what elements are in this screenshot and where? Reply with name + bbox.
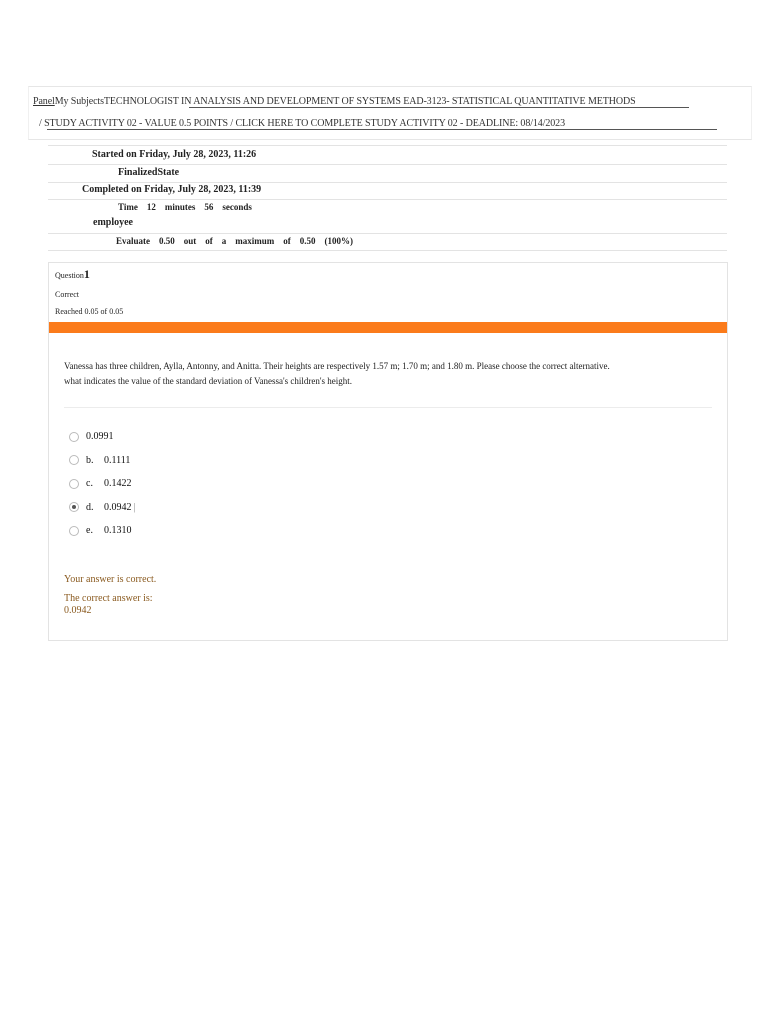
answer-option-d[interactable] <box>69 496 136 520</box>
summary-row-started <box>48 145 727 164</box>
question-label: Question <box>55 271 84 280</box>
question-text <box>64 359 704 389</box>
option-value: 0.1310 <box>104 525 132 537</box>
answer-option-b[interactable] <box>69 449 136 473</box>
completed-text: Completed on Friday, July 28, 2023, 11:39 <box>82 184 262 195</box>
breadcrumb-line-1 <box>33 96 636 107</box>
option-letter: b. <box>86 454 94 466</box>
radio-button[interactable] <box>69 479 79 489</box>
evaluate-text: Evaluate 0.50 out of a maximum of 0.50 (100%) <box>116 236 353 246</box>
employee-text: employee <box>93 217 133 228</box>
question-text-line-2: what indicates the value of the standard deviation of Vanessa's children's height. <box>64 376 352 386</box>
question-info <box>55 267 123 324</box>
answer-feedback <box>64 574 156 616</box>
breadcrumb-activity-link[interactable]: TUDY ACTIVITY 02 - VALUE 0.5 POINTS / CLICK HERE TO COMPLETE STUDY ACTIVITY 02 - DEADLINE: 08/14/2023 <box>49 118 565 129</box>
text-cursor-icon: | <box>133 501 136 514</box>
question-text-line-1: Vanessa has three children, Aylla, Antonny, and Anitta. Their heights are respectively 1.57 m; 1.70 m; and 1.80 m. Please choose the correct alternative. <box>64 361 610 371</box>
question-grade: Reached 0.05 of 0.05 <box>55 307 124 316</box>
question-number: 1 <box>83 267 90 281</box>
answer-option-e[interactable] <box>69 519 136 543</box>
correct-answer-label: The correct answer is: <box>64 593 153 604</box>
attempt-summary <box>48 145 727 251</box>
option-value: 0.1422 <box>104 478 132 490</box>
breadcrumb-separator: / S <box>39 118 50 129</box>
question-card <box>48 262 728 641</box>
summary-row-evaluate <box>48 233 727 251</box>
radio-button[interactable] <box>69 455 79 465</box>
option-letter: c. <box>86 478 93 490</box>
option-letter: e. <box>86 525 93 537</box>
answer-options <box>69 425 136 543</box>
summary-row-time <box>48 199 727 233</box>
started-text: Started on Friday, July 28, 2023, 11:26 <box>92 149 257 160</box>
breadcrumb-line-2 <box>39 118 565 129</box>
breadcrumb-course-link[interactable]: TECHNOLOGIST IN ANALYSIS AND DEVELOPMENT OF SYSTEMS EAD-3123- STATISTICAL QUANTITATIVE METHODS <box>103 96 636 107</box>
summary-row-state <box>48 164 727 182</box>
option-value: 0.0942 <box>104 501 132 513</box>
option-letter: d. <box>86 501 94 513</box>
radio-button[interactable] <box>69 432 79 442</box>
breadcrumb <box>28 86 752 140</box>
correct-answer-value: 0.0942 <box>64 605 92 616</box>
answer-option-c[interactable] <box>69 472 136 496</box>
time-text: Time 12 minutes 56 seconds <box>118 202 252 212</box>
option-value: 0.0991 <box>86 431 114 443</box>
question-status: Correct <box>55 290 79 299</box>
breadcrumb-activity-underline <box>47 129 717 130</box>
option-value: 0.1111 <box>104 454 131 466</box>
state-text: FinalizedState <box>118 167 180 178</box>
question-accent-bar <box>49 322 727 333</box>
breadcrumb-home-link[interactable]: Panel <box>33 96 55 107</box>
answer-option-a[interactable] <box>69 425 136 449</box>
radio-button-selected[interactable] <box>69 502 79 512</box>
summary-row-completed <box>48 182 727 199</box>
breadcrumb-my-subjects-link[interactable]: My Subjects <box>54 96 104 107</box>
question-heading <box>55 267 123 282</box>
feedback-correct: Your answer is correct. <box>64 574 157 585</box>
radio-button[interactable] <box>69 526 79 536</box>
breadcrumb-course-underline <box>189 107 689 108</box>
question-divider <box>64 407 712 408</box>
